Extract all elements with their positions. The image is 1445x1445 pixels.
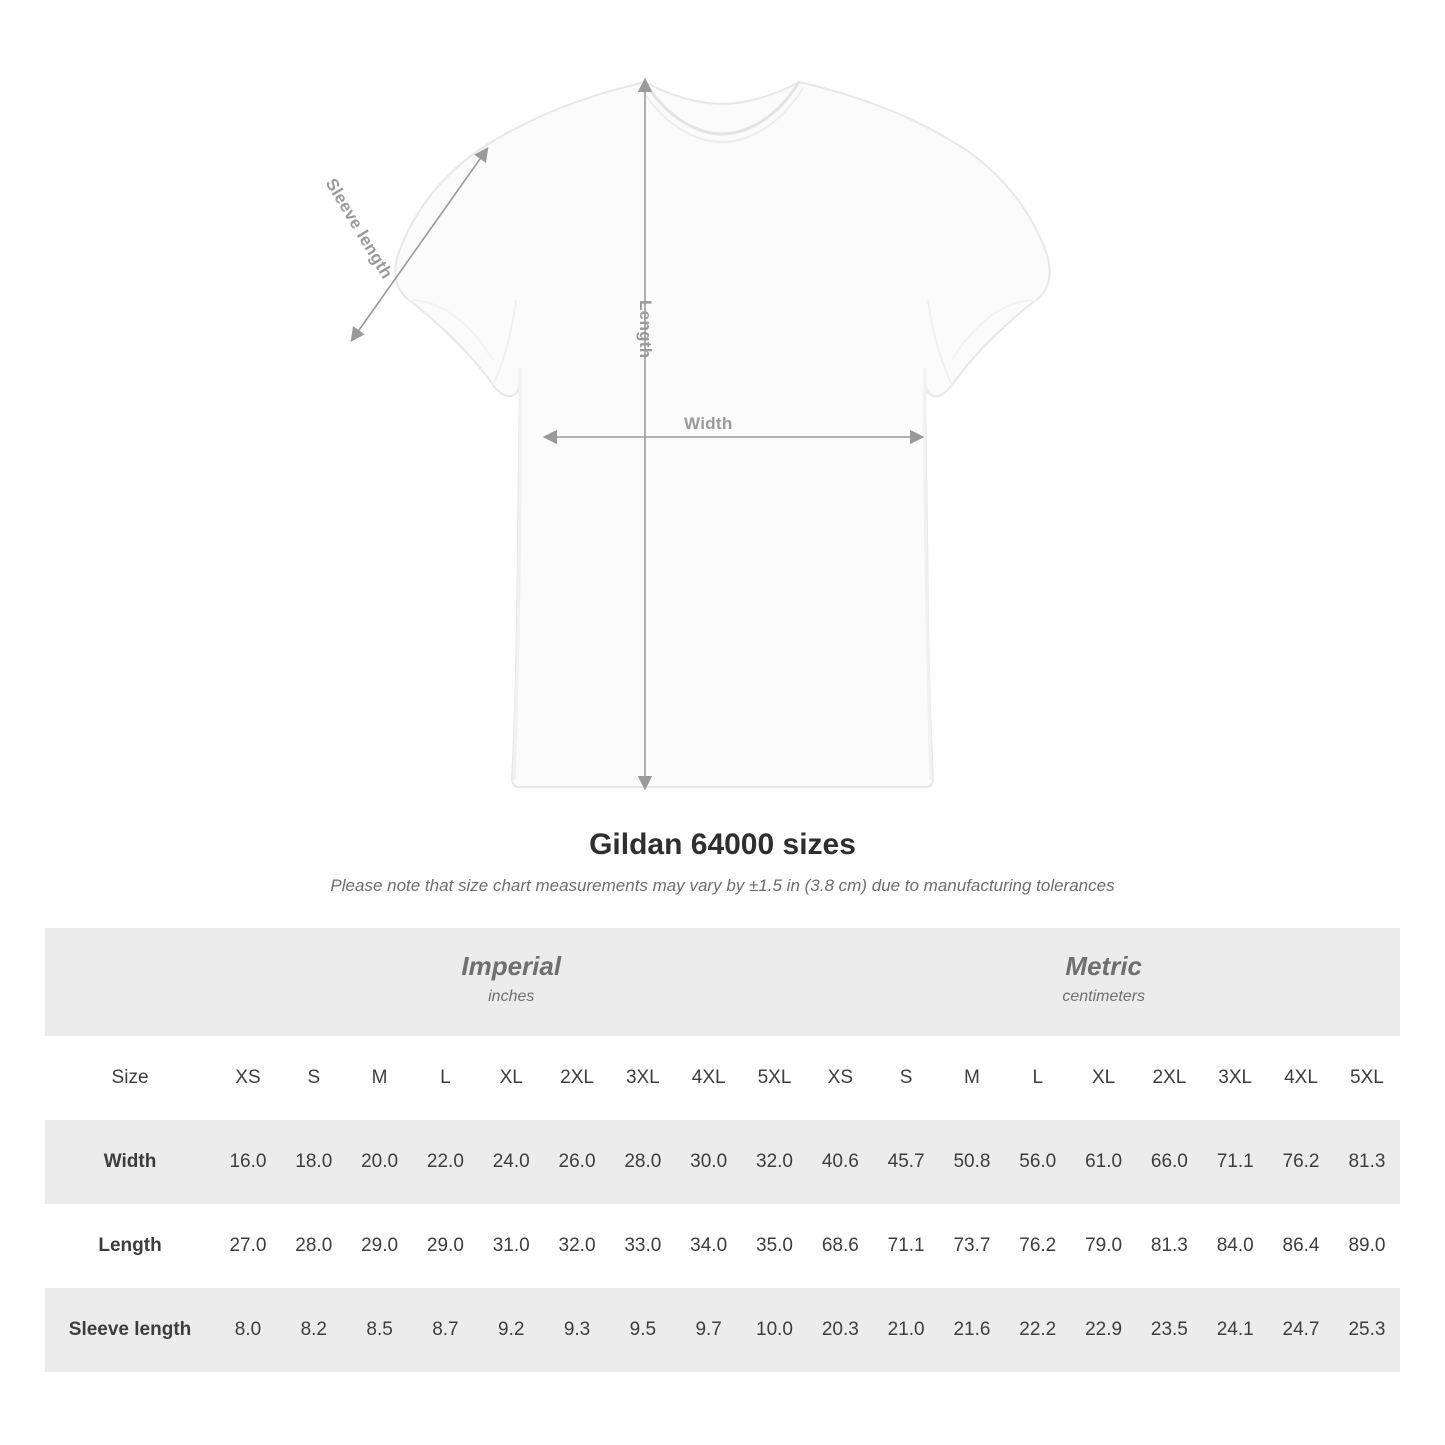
table-cell: 71.1	[1202, 1120, 1268, 1204]
unit-metric-sub: centimeters	[1062, 987, 1146, 1005]
table-cell: 79.0	[1071, 1204, 1137, 1288]
table-cell: 30.0	[676, 1120, 742, 1204]
size-header-cell: 4XL	[676, 1036, 742, 1120]
size-header-cell: XS	[215, 1036, 281, 1120]
table-cell: 56.0	[1005, 1120, 1071, 1204]
size-header-cell: M	[347, 1036, 413, 1120]
tolerance-note: Please note that size chart measurements may vary by ±1.5 in (3.8 cm) due to manufacturing tolerances	[330, 876, 1115, 895]
table-cell: 29.0	[347, 1204, 413, 1288]
row-label-width: Width	[45, 1120, 215, 1204]
table-cell: 40.6	[807, 1120, 873, 1204]
sleeve-length-label: Sleeve length	[321, 175, 397, 283]
table-cell: 27.0	[215, 1204, 281, 1288]
table-cell: 9.2	[478, 1288, 544, 1372]
size-header-cell: 4XL	[1268, 1036, 1334, 1120]
unit-metric-name: Metric	[1065, 950, 1142, 981]
table-cell: 10.0	[742, 1288, 808, 1372]
size-header-cell: 2XL	[544, 1036, 610, 1120]
table-cell: 22.2	[1005, 1288, 1071, 1372]
table-cell: 24.0	[478, 1120, 544, 1204]
table-cell: 25.3	[1334, 1288, 1400, 1372]
table-cell: 31.0	[478, 1204, 544, 1288]
size-table-wrapper	[45, 928, 1400, 1372]
table-cell: 20.3	[807, 1288, 873, 1372]
table-cell: 33.0	[610, 1204, 676, 1288]
unit-group-row	[45, 928, 1400, 1036]
table-row	[45, 1288, 1400, 1372]
size-header-cell: 3XL	[610, 1036, 676, 1120]
table-cell: 50.8	[939, 1120, 1005, 1204]
unit-imperial-name: Imperial	[461, 950, 562, 981]
page-title: Gildan 64000 sizes	[589, 828, 856, 861]
table-cell: 81.3	[1136, 1204, 1202, 1288]
table-cell: 9.5	[610, 1288, 676, 1372]
size-header-row	[45, 1036, 1400, 1120]
unit-spacer-cell	[45, 928, 215, 1036]
table-cell: 8.7	[413, 1288, 479, 1372]
row-label-length: Length	[45, 1204, 215, 1288]
size-header-cell: 5XL	[1334, 1036, 1400, 1120]
unit-group-metric	[807, 928, 1400, 1036]
table-cell: 71.1	[873, 1204, 939, 1288]
unit-imperial-sub: inches	[488, 987, 535, 1005]
table-cell: 18.0	[281, 1120, 347, 1204]
table-cell: 76.2	[1268, 1120, 1334, 1204]
table-cell: 8.2	[281, 1288, 347, 1372]
table-cell: 84.0	[1202, 1204, 1268, 1288]
unit-group-imperial	[215, 928, 807, 1036]
tshirt-shape	[395, 82, 1049, 787]
width-label: Width	[684, 414, 733, 433]
size-header-cell: 2XL	[1136, 1036, 1202, 1120]
table-cell: 68.6	[807, 1204, 873, 1288]
table-cell: 76.2	[1005, 1204, 1071, 1288]
size-header-cell: 3XL	[1202, 1036, 1268, 1120]
table-cell: 9.7	[676, 1288, 742, 1372]
size-header-cell: XS	[807, 1036, 873, 1120]
table-cell: 32.0	[544, 1204, 610, 1288]
table-cell: 21.0	[873, 1288, 939, 1372]
size-header-cell: S	[873, 1036, 939, 1120]
table-cell: 21.6	[939, 1288, 1005, 1372]
size-chart-table	[45, 928, 1400, 1372]
table-cell: 86.4	[1268, 1204, 1334, 1288]
table-cell: 66.0	[1136, 1120, 1202, 1204]
table-cell: 28.0	[610, 1120, 676, 1204]
size-header-cell: L	[1005, 1036, 1071, 1120]
table-row	[45, 1120, 1400, 1204]
size-header-cell: XL	[478, 1036, 544, 1120]
table-cell: 8.0	[215, 1288, 281, 1372]
table-cell: 24.1	[1202, 1288, 1268, 1372]
table-cell: 16.0	[215, 1120, 281, 1204]
table-cell: 8.5	[347, 1288, 413, 1372]
table-cell: 73.7	[939, 1204, 1005, 1288]
table-cell: 20.0	[347, 1120, 413, 1204]
table-cell: 26.0	[544, 1120, 610, 1204]
size-header-cell: L	[413, 1036, 479, 1120]
table-cell: 81.3	[1334, 1120, 1400, 1204]
table-cell: 32.0	[742, 1120, 808, 1204]
row-label-sleeve-length: Sleeve length	[45, 1288, 215, 1372]
table-cell: 23.5	[1136, 1288, 1202, 1372]
size-header-cell: S	[281, 1036, 347, 1120]
size-header-cell: 5XL	[742, 1036, 808, 1120]
table-cell: 61.0	[1071, 1120, 1137, 1204]
table-cell: 28.0	[281, 1204, 347, 1288]
table-cell: 35.0	[742, 1204, 808, 1288]
table-cell: 22.0	[413, 1120, 479, 1204]
column-header-size: Size	[45, 1036, 215, 1120]
table-cell: 24.7	[1268, 1288, 1334, 1372]
length-label: Length	[636, 300, 655, 359]
size-header-cell: XL	[1071, 1036, 1137, 1120]
table-row	[45, 1204, 1400, 1288]
size-header-cell: M	[939, 1036, 1005, 1120]
chart-heading	[0, 828, 1445, 896]
table-cell: 29.0	[413, 1204, 479, 1288]
table-cell: 89.0	[1334, 1204, 1400, 1288]
table-cell: 34.0	[676, 1204, 742, 1288]
table-cell: 45.7	[873, 1120, 939, 1204]
table-cell: 9.3	[544, 1288, 610, 1372]
table-cell: 22.9	[1071, 1288, 1137, 1372]
